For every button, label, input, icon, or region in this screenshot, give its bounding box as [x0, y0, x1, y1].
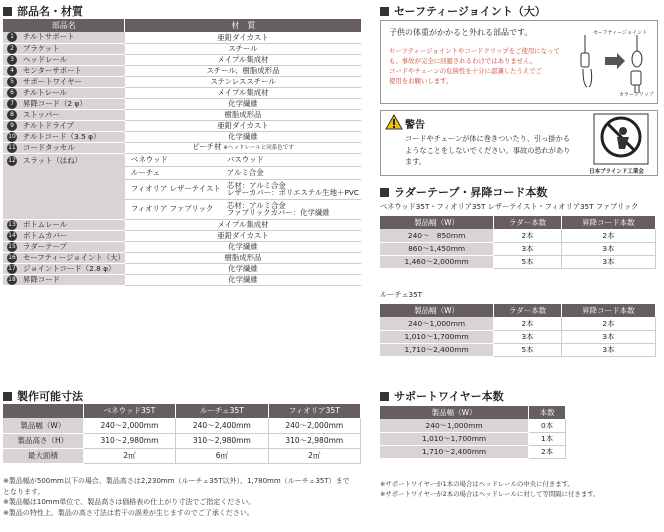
safety-body-line: 使用をお願いします。 [389, 76, 453, 85]
part-material [125, 65, 361, 76]
table-cell: 2本 [561, 317, 655, 330]
table-cell: 5本 [494, 343, 562, 356]
table-row [380, 445, 566, 458]
production-cell: 310～2,980mm [176, 433, 268, 448]
warning-box [380, 110, 658, 176]
slat-type: ベネウッド [125, 153, 225, 166]
production-header: ルーチェ35T [176, 404, 268, 418]
table-row [3, 142, 361, 153]
part-number-badge: 13 [8, 220, 16, 228]
slat-material-line: アルミ合金 [226, 167, 264, 177]
part-name-cell [3, 76, 125, 87]
table-header: ラダー本数 [494, 216, 562, 229]
part-name-cell [3, 274, 125, 285]
warning-body-line: ようなことをしないでください。事故の恐れがあり [405, 145, 571, 155]
production-header: ベネウッド35T [83, 404, 175, 418]
production-cell: 2㎡ [83, 448, 175, 463]
ladder-group1-label: ベネウッド35T・フィオリア35T レザーテイスト・フィオリア35T ファブリック [380, 202, 639, 211]
safety-body [389, 47, 560, 87]
table-cell: 2本 [494, 317, 562, 330]
table-cell: 3本 [494, 330, 562, 343]
table-row [3, 43, 361, 54]
part-name-cell [3, 219, 125, 230]
part-name: ボトムレール [23, 219, 68, 229]
part-number-badge: 11 [8, 143, 16, 151]
table-row [3, 54, 361, 65]
part-number-badge: 2 [7, 44, 17, 54]
part-material-text: スチール、樹脂成形品 [206, 65, 280, 75]
no-entanglement-icon [593, 113, 649, 165]
part-name: チルトレール [23, 87, 67, 97]
table-cell: 1本 [529, 432, 566, 445]
square-bullet-icon [3, 7, 12, 16]
table-cell: 240～1,000mm [380, 317, 494, 330]
part-number-badge: 10 [8, 132, 16, 140]
parts-col-name: 部品名 [3, 19, 125, 32]
production-cell: 製品高さ（H） [3, 433, 83, 448]
part-number-badge: 18 [8, 275, 16, 283]
part-material-text: メイプル集成材 [217, 87, 269, 97]
production-cell: 310～2,980mm [268, 433, 360, 448]
part-name-cell [3, 252, 125, 263]
warning-org: 日本ブラインド工業会 [589, 169, 644, 175]
part-number-badge: 14 [8, 231, 16, 239]
safety-title: セーフティージョイント（大） [394, 5, 546, 18]
part-name: チルトコード（3.5 φ） [23, 131, 101, 141]
parts-col-material: 材 質 [125, 19, 361, 32]
part-material-text: スチール [228, 43, 258, 53]
table-cell: 3本 [561, 343, 655, 356]
slat-type: フィオリア ファブリック [125, 199, 225, 219]
safety-section-heading [380, 3, 546, 19]
production-note: ※製品幅が500mm以下の場合、製品高さは2,230mm（ルーチェ35T以外）、1,780mm（ルーチェ35T）まで [3, 477, 350, 485]
production-cell: 製品幅（W） [3, 418, 83, 433]
safety-joint-diagram [573, 33, 657, 99]
table-cell: 3本 [561, 242, 655, 255]
table-header: 昇降コード本数 [561, 304, 655, 317]
part-name: ストッパー [23, 109, 60, 119]
slat-type: フィオリア レザーテイスト [125, 179, 225, 199]
part-material [125, 109, 361, 120]
table-header: 製品幅（W） [380, 304, 494, 317]
part-number-badge: 16 [8, 253, 16, 261]
part-material [125, 87, 361, 98]
table-header: 製品幅（W） [380, 406, 529, 419]
part-material-text: 亜鉛ダイカスト [217, 32, 269, 42]
table-cell: 2本 [529, 445, 566, 458]
part-material: 化学繊維 [125, 274, 361, 285]
table-row [380, 343, 656, 356]
part-name-cell [3, 263, 125, 274]
table-cell: 1,010～1,700mm [380, 330, 494, 343]
square-bullet-icon [3, 392, 12, 401]
table-row [3, 448, 361, 463]
table-row [3, 65, 361, 76]
safety-lead: 子供の体重がかかると外れる部品です。 [389, 28, 533, 37]
part-material [125, 43, 361, 54]
table-row [3, 32, 361, 43]
part-number-badge: 5 [7, 77, 17, 87]
part-number-badge: 8 [7, 110, 17, 120]
safety-body-line: セーフティージョイントやコードクリップをご使用になって [389, 47, 560, 55]
warning-body [405, 133, 570, 168]
table-row [3, 433, 361, 448]
warning-triangle-icon [385, 114, 403, 130]
production-cell: 310～2,980mm [83, 433, 175, 448]
table-row [380, 242, 656, 255]
table-row [3, 219, 361, 230]
part-number-badge: 4 [7, 66, 17, 76]
part-number-badge: 15 [8, 242, 16, 250]
table-cell: 240～ 850mm [380, 229, 494, 242]
support-note: ※サポートワイヤーが2本の場合はヘッドレールに対して等間隔に付きます。 [380, 489, 600, 498]
parts-title: 部品名・材質 [17, 5, 83, 18]
part-number-badge: 9 [7, 121, 17, 131]
part-name-cell [3, 153, 125, 219]
parts-table [3, 19, 361, 286]
table-row [380, 419, 566, 432]
table-cell: 3本 [561, 255, 655, 268]
part-material-text: 化学繊維 [228, 131, 258, 141]
table-cell: 1,010～1,700mm [380, 432, 529, 445]
part-material [125, 32, 361, 43]
slat-material-line: レザーカバー：ポリエステル生地＋PVC [226, 188, 360, 197]
table-row [380, 229, 656, 242]
production-note: となります。 [3, 487, 45, 496]
support-section-heading [380, 388, 504, 404]
table-row [3, 76, 361, 87]
part-name-cell [3, 142, 125, 153]
table-row [3, 98, 361, 109]
support-table [380, 406, 566, 459]
part-name-cell [3, 120, 125, 131]
table-row [3, 263, 361, 274]
part-material [125, 120, 361, 131]
part-number-badge: 6 [7, 88, 17, 98]
part-material-text: メイプル集成材 [217, 54, 269, 64]
table-header: ラダー本数 [494, 304, 562, 317]
table-cell: 240～1,000mm [380, 419, 529, 432]
part-name: コードタッセル [23, 142, 75, 152]
support-title: サポートワイヤー本数 [394, 390, 504, 403]
part-name-cell [3, 131, 125, 142]
part-material-text: 化学繊維 [228, 98, 258, 108]
production-cell: 2㎡ [268, 448, 360, 463]
production-header [3, 404, 83, 418]
part-number-badge: 12 [8, 156, 16, 164]
slat-material-line: 芯材：アルミ合金 [226, 200, 286, 210]
table-cell: 5本 [494, 255, 562, 268]
part-material: 化学繊維 [125, 263, 361, 274]
production-cell: 240～2,000mm [83, 418, 175, 433]
part-name: サポートワイヤー [23, 76, 82, 86]
slat-material-line: 芯材：アルミ合金 [226, 180, 286, 190]
table-row [380, 432, 566, 445]
part-material-text: ビーチ材 [192, 142, 222, 152]
part-name-cell [3, 32, 125, 43]
part-name: ジョイントコード（2.8 φ） [23, 263, 116, 273]
part-material [125, 54, 361, 65]
table-row [3, 87, 361, 98]
part-name: セーフティージョイント（大） [23, 252, 125, 262]
table-cell: 1,710～2,400mm [380, 445, 529, 458]
part-material: メイプル集成材 [125, 219, 361, 230]
ladder-group2-label: ルーチェ35T [380, 290, 423, 299]
part-name-cell [3, 109, 125, 120]
production-notes [3, 476, 363, 518]
square-bullet-icon [380, 392, 389, 401]
square-bullet-icon [380, 7, 389, 16]
part-name: チルトサポート [23, 32, 75, 42]
slat-material [225, 153, 361, 166]
part-name: ヘッドレール [23, 54, 68, 64]
ladder-title: ラダーテープ・昇降コード本数 [394, 186, 548, 199]
part-number-badge: 3 [7, 55, 17, 65]
table-cell: 860～1,450mm [380, 242, 494, 255]
warning-title: 警告 [405, 120, 425, 131]
part-name-cell [3, 87, 125, 98]
table-row [3, 153, 361, 166]
slat-material-line: バスウッド [226, 154, 264, 164]
table-header: 製品幅（W） [380, 216, 494, 229]
part-material-text: 亜鉛ダイカスト [217, 120, 269, 130]
part-number-badge: 17 [8, 264, 16, 272]
warning-body-line: ます。 [405, 157, 426, 167]
production-table [3, 404, 361, 464]
warning-body-line: コードやチェーンが体に巻きついたり、引っ掛かる [405, 134, 570, 143]
slat-material [225, 166, 361, 179]
part-material-text: ステンレススチール [210, 76, 276, 86]
part-material [125, 98, 361, 109]
part-name: ブラケット [23, 43, 60, 53]
part-name-cell [3, 43, 125, 54]
table-row [380, 330, 656, 343]
part-name-cell [3, 230, 125, 241]
parts-section-heading [3, 3, 83, 19]
color-clip-label: カラークリップ [619, 92, 654, 98]
table-row [3, 252, 361, 263]
ladder-table-2 [380, 304, 656, 357]
safety-diagram-label: セーフティージョイント [593, 30, 647, 36]
part-name: ボトムカバー [23, 230, 68, 240]
production-cell: 6㎡ [176, 448, 268, 463]
part-name: チルトドライブ [23, 120, 74, 130]
production-cell: 240～2,000mm [268, 418, 360, 433]
part-material [125, 142, 361, 153]
part-material [125, 76, 361, 87]
table-cell: 2本 [494, 229, 562, 242]
table-cell: 0本 [529, 419, 566, 432]
table-cell: 1,710～2,400mm [380, 343, 494, 356]
part-name: スラット（はね） [23, 155, 82, 165]
part-material: 化学繊維 [125, 241, 361, 252]
table-header: 昇降コード本数 [561, 216, 655, 229]
table-row [3, 109, 361, 120]
table-cell: 3本 [561, 330, 655, 343]
production-title: 製作可能寸法 [17, 390, 83, 403]
part-material [125, 131, 361, 142]
part-material: 樹脂成形品 [125, 252, 361, 263]
part-material-text: 樹脂成形品 [224, 109, 262, 119]
table-row [3, 241, 361, 252]
ladder-section-heading [380, 184, 547, 200]
table-row [3, 131, 361, 142]
ladder-table-1 [380, 216, 656, 269]
part-number-badge: 1 [7, 32, 17, 42]
table-cell: 2本 [561, 229, 655, 242]
table-header: 本数 [529, 406, 566, 419]
table-row [3, 274, 361, 285]
slat-material [225, 199, 361, 219]
part-name: 昇降コード [23, 274, 60, 284]
part-material: 亜鉛ダイカスト [125, 230, 361, 241]
safety-body-line: コードやチェーンの危険性を十分に認識したうえでご [389, 66, 543, 75]
table-cell: 3本 [494, 242, 562, 255]
table-row [3, 418, 361, 433]
safety-box [380, 20, 658, 104]
table-row [380, 255, 656, 268]
part-name-cell [3, 241, 125, 252]
production-header: フィオリア35T [268, 404, 360, 418]
slat-type: ルーチェ [125, 166, 225, 179]
production-cell: 最大面積 [3, 448, 83, 463]
table-cell: 1,460～2,000mm [380, 255, 494, 268]
production-cell: 240～2,400mm [176, 418, 268, 433]
production-note: ※製品幅は10mm単位で、製品高さは価格表の仕上がり寸法でご指定ください。 [3, 498, 256, 506]
table-row [3, 120, 361, 131]
part-name-cell [3, 65, 125, 76]
production-section-heading [3, 388, 83, 404]
table-row [380, 317, 656, 330]
production-note: ※製品の特性上、製品の高さ寸法は若干の誤差が生じますのでご了承ください。 [3, 508, 254, 517]
support-note: ※サポートワイヤーが1本の場合はヘッドレールの中央に付きます。 [380, 480, 574, 488]
part-material-note: ※ヘッドレールと同系色です [221, 145, 294, 152]
slat-material-line: ファブリックカバー：化学繊維 [226, 208, 330, 217]
table-row [3, 230, 361, 241]
part-name-cell [3, 54, 125, 65]
support-notes [380, 480, 599, 499]
part-name: 昇降コード（2 φ） [23, 98, 87, 108]
slat-material [225, 179, 361, 199]
safety-body-line: も、事故が完全に回避されるわけではありません。 [389, 56, 537, 65]
part-name: ラダーテープ [23, 241, 67, 251]
square-bullet-icon [380, 188, 389, 197]
part-name: センターサポート [23, 65, 82, 75]
part-name-cell [3, 98, 125, 109]
part-number-badge: 7 [7, 99, 17, 109]
